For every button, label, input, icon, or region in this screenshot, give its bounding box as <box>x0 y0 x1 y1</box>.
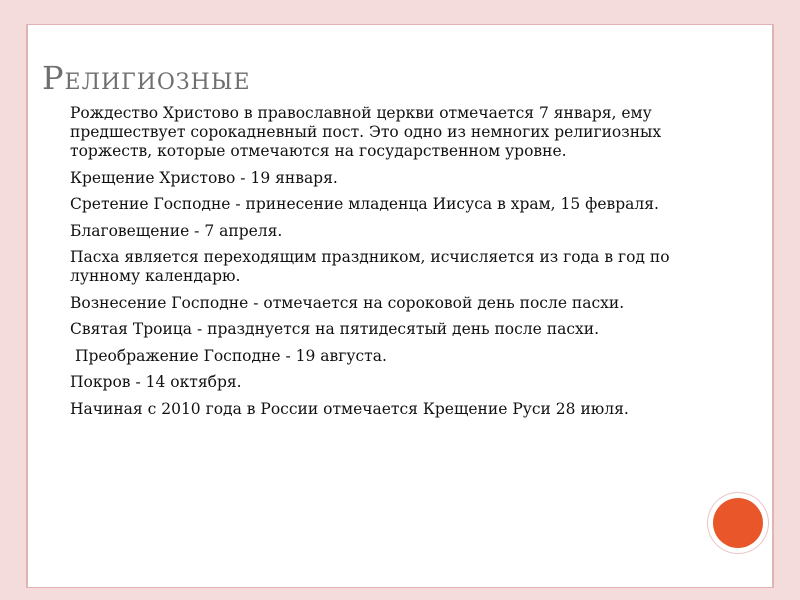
bullet-list <box>42 104 692 426</box>
list-item <box>42 400 692 419</box>
list-item-text: Покров - 14 октября. <box>70 373 242 391</box>
slide-title: Религиозные <box>42 59 251 97</box>
list-item <box>42 169 692 188</box>
list-item <box>42 222 692 241</box>
list-item <box>42 104 692 161</box>
decorative-circle <box>713 498 763 548</box>
list-item-text: Благовещение - 7 апреля. <box>70 221 283 240</box>
list-item-text: Вознесение Господне - отмечается на сороковой день после пасхи. <box>70 293 625 312</box>
slide-border-bottom <box>26 587 774 588</box>
list-item-text: Пасха является переходящим праздником, исчисляется из года в год по лунному календарю. <box>70 248 670 285</box>
list-item-text: Святая Троица - празднуется на пятидесятый день после пасхи. <box>70 320 599 338</box>
list-item <box>42 294 692 313</box>
list-item <box>42 347 692 366</box>
list-item-text: Рождество Христово в православной церкви отмечается 7 января, ему предшествует сорокадневный пост. Это одно из немногих религиозных торжеств, которые отмечаются на государственном уровне. <box>70 104 662 160</box>
list-item <box>42 195 692 214</box>
list-item <box>42 373 692 392</box>
list-item-text: Сретение Господне - принесение младенца Иисуса в храм, 15 февраля. <box>70 195 659 213</box>
slide-border-left <box>26 24 28 588</box>
list-item <box>42 248 692 286</box>
list-item-text: Преображение Господне - 19 августа. <box>70 346 387 365</box>
slide-frame-left <box>0 0 26 600</box>
list-item <box>42 320 692 339</box>
slide-border-right <box>772 24 774 588</box>
list-item-text: Начиная с 2010 года в России отмечается Крещение Руси 28 июля. <box>70 399 629 418</box>
slide-frame-right <box>774 0 800 600</box>
slide-frame-top <box>0 0 800 24</box>
slide-frame-bottom <box>0 588 800 600</box>
slide-border-top <box>26 24 774 25</box>
list-item-text: Крещение Христово - 19 января. <box>70 168 338 187</box>
